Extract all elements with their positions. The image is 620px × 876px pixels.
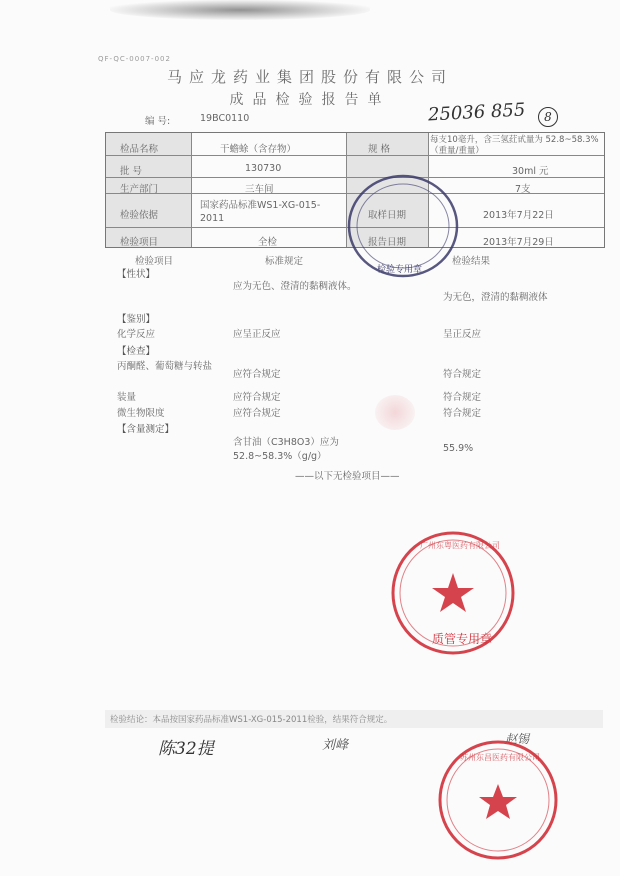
hdr-value-items: 全检	[258, 237, 278, 248]
report-title: 成品检验报告单	[229, 92, 391, 108]
row-standard-9: 含甘油（C3H8O3）应为52.8~58.3%（g/g）	[233, 437, 339, 462]
row-standard-3: 应呈正反应	[233, 329, 281, 340]
company-stamp-ring-text: 苏州东昌医药有限公司	[460, 753, 540, 762]
row-standard-7: 应符合规定	[233, 408, 281, 419]
hdr-label-dept: 生产部门	[120, 184, 159, 195]
hdr-value-qty: 30ml 元	[512, 166, 549, 177]
hdr-label-report-date: 报告日期	[368, 237, 407, 248]
row-item-3: 化学反应	[117, 329, 156, 340]
row-item-5: 丙酮醛、葡萄糖与转盐	[117, 361, 213, 372]
row-item-4: 【检查】	[117, 346, 156, 357]
top-smudge	[110, 0, 370, 20]
row-standard-1: 应为无色、澄清的黏稠液体。	[233, 281, 357, 292]
serial-value: 19BC0110	[200, 113, 250, 124]
quality-stamp-text: 质管专用章	[432, 632, 493, 646]
row-result-5: 符合规定	[443, 369, 482, 380]
row-result-9: 55.9%	[443, 443, 474, 454]
hdr-label-name: 检品名称	[120, 144, 159, 155]
row-item-0: 【性状】	[117, 269, 156, 280]
hdr-value-sample: 7支	[515, 184, 531, 195]
quality-stamp-ring-text: 广州东粤医药有限公司	[420, 541, 500, 550]
signature-inspector: 陈32提	[158, 739, 214, 759]
hdr-value-spec: 每支10毫升，含三氢荭甙量为 52.8~58.3%（重量/重量）	[430, 135, 599, 156]
hdr-label-batch: 批 号	[120, 166, 143, 177]
hdr-value-name: 干蟾蜍（含存物）	[220, 144, 297, 155]
company-name: 马应龙药业集团股份有限公司	[166, 68, 453, 86]
hdr-value-batch: 130730	[245, 163, 282, 174]
inspection-stamp-text: 检验专用章	[377, 265, 423, 275]
handwritten-circle-number: 8	[538, 107, 558, 127]
col-item: 检验项目	[135, 256, 174, 267]
hdr-label-spec: 规 格	[368, 144, 391, 155]
hdr-label-items: 检验项目	[120, 237, 159, 248]
row-standard-6: 应符合规定	[233, 392, 281, 403]
hdr-value-sampling-date: 2013年7月22日	[483, 210, 554, 221]
row-result-7: 符合规定	[443, 408, 482, 419]
col-result: 检验结果	[452, 256, 491, 267]
row-item-2: 【鉴别】	[117, 314, 156, 325]
row-standard-5: 应符合规定	[233, 369, 281, 380]
row-result-6: 符合规定	[443, 392, 482, 403]
signature-approver: 赵锡	[505, 732, 530, 746]
hdr-value-dept: 三车间	[245, 184, 274, 195]
conclusion-text: 检验结论：本品按国家药品标准WS1-XG-015-2011检验，结果符合规定。	[110, 715, 393, 725]
handwritten-code: 25036 855	[427, 99, 526, 126]
hdr-value-basis: 国家药品标准WS1-XG-015-2011	[200, 200, 321, 224]
ink-smudge	[375, 395, 415, 430]
hdr-value-report-date: 2013年7月29日	[483, 237, 554, 248]
row-item-6: 装量	[117, 392, 137, 403]
form-code: QF-QC-0007-002	[98, 55, 171, 63]
row-item-7: 微生物限度	[117, 408, 165, 419]
row-result-3: 呈正反应	[443, 329, 482, 340]
hdr-label-sampling-date: 取样日期	[368, 210, 407, 221]
row-result-1: 为无色，澄清的黏稠液体	[443, 292, 548, 303]
col-standard: 标准规定	[265, 256, 304, 267]
hdr-label-basis: 检验依据	[120, 210, 159, 221]
end-note: ——以下无检验项目——	[295, 471, 400, 482]
row-item-8: 【含量测定】	[117, 424, 175, 435]
signature-reviewer: 刘峰	[322, 738, 349, 753]
serial-label: 编 号:	[145, 116, 171, 127]
